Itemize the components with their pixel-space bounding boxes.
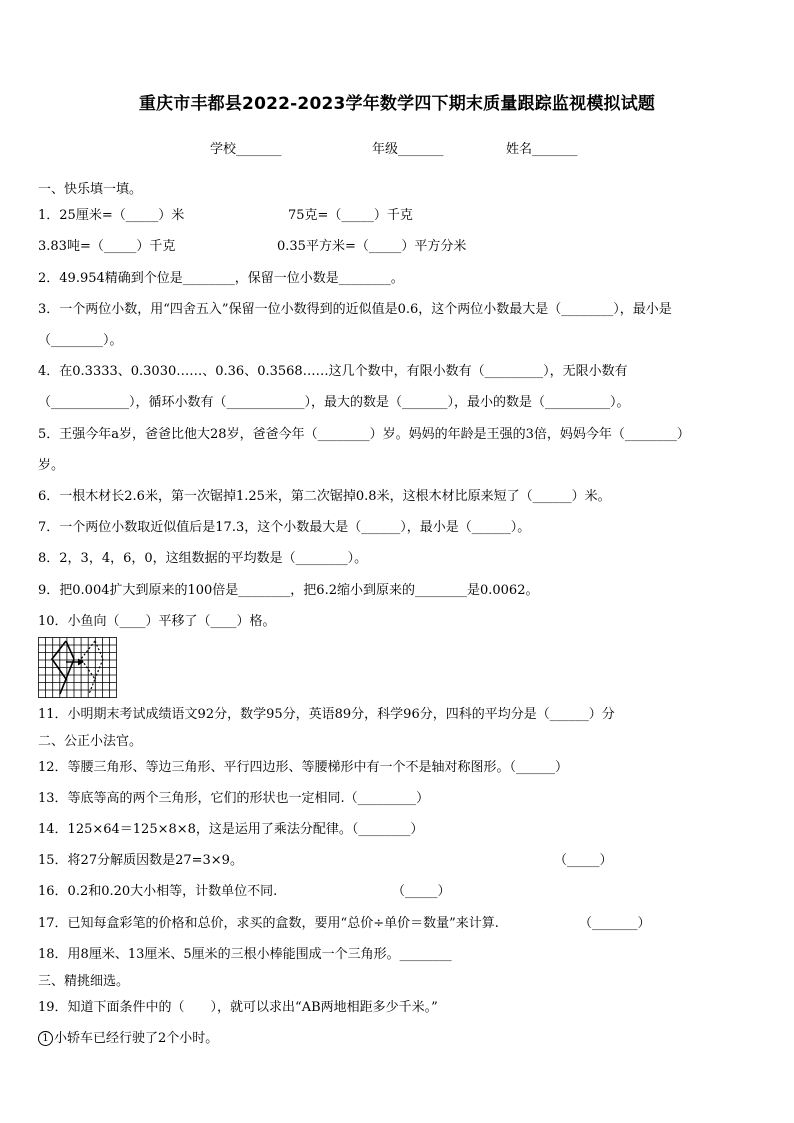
question-18: 18．用8厘米、13厘米、5厘米的三根小棒能围成一个三角形。________ (38, 947, 452, 962)
question-4-line2: （____________），循环小数有（____________），最大的数是（_______），最小的数是（__________）。 (38, 395, 630, 410)
question-5-line1: 5．王强今年a岁，爸爸比他大28岁，爸爸今年（________）岁。妈妈的年龄是王强的3倍，妈妈今年（________） (38, 427, 690, 442)
question-5-line2: 岁。 (38, 458, 65, 473)
question-3-line2: （________）。 (38, 333, 123, 348)
question-15: 15．将27分解质因数是27=3×9。 (38, 853, 243, 868)
question-11: 11．小明期末考试成绩语文92分，数学95分，英语89分，科学96分，四科的平均分是（______）分 (38, 707, 615, 722)
grade-field: 年级_______ (372, 142, 444, 157)
page-title: 重庆市丰都县2022-2023学年数学四下期末质量跟踪监视模拟试题 (138, 94, 656, 114)
question-14: 14．125×64＝125×8×8，这是运用了乘法分配律。（________） (38, 822, 424, 837)
question-9: 9．把0.004扩大到原来的100倍是________，把6.2缩小到原来的________是0.0062。 (38, 583, 539, 598)
question-1c: 3.83吨=（_____）千克 (38, 239, 176, 254)
circled-number-icon: 1 (38, 1031, 53, 1046)
question-16: 16．0.2和0.20大小相等，计数单位不同. (38, 884, 278, 899)
section-2-heading: 二、公正小法官。 (38, 734, 143, 749)
question-6: 6．一根木材长2.6米，第一次锯掉1.25米，第二次锯掉0.8米，这根木材比原来短了（______）米。 (38, 489, 611, 504)
fish-translation-grid-icon (38, 637, 118, 699)
name-field: 姓名_______ (506, 142, 578, 157)
question-12: 12．等腰三角形、等边三角形、平行四边形、等腰梯形中有一个不是轴对称图形。（______） (38, 760, 569, 775)
question-10: 10．小鱼向（____）平移了（____）格。 (38, 614, 276, 629)
section-1-heading: 一、快乐填一填。 (38, 182, 143, 197)
question-13: 13．等底等高的两个三角形，它们的形状也一定相同.（_________） (38, 791, 430, 806)
school-field: 学校_______ (210, 142, 282, 157)
question-8: 8．2，3，4，6，0，这组数据的平均数是（________）。 (38, 551, 368, 566)
question-16-answer: （_____） (392, 884, 451, 899)
question-19-option-1 (38, 1030, 218, 1048)
question-1a: 1．25厘米=（_____）米 (38, 208, 185, 223)
section-3-heading: 三、精挑细选。 (38, 974, 130, 989)
question-2: 2．49.954精确到个位是________，保留一位小数是________。 (38, 271, 404, 286)
question-15-answer: （_____） (554, 853, 613, 868)
question-1b: 75克=（_____）千克 (288, 208, 413, 223)
option-1-text: 小轿车已经行驶了2个小时。 (54, 1031, 219, 1046)
question-7: 7．一个两位小数取近似值后是17.3，这个小数最大是（______），最小是（______）。 (38, 520, 531, 535)
question-4-line1: 4．在0.3333、0.3030……、0.36、0.3568……这几个数中，有限小数有（_________），无限小数有 (38, 364, 628, 379)
question-19: 19．知道下面条件中的（ ），就可以求出“AB两地相距多少千米。” (38, 1000, 438, 1015)
question-3-line1: 3．一个两位小数，用“四舍五入”保留一位小数得到的近似值是0.6，这个两位小数最大是（________），最小是 (38, 302, 672, 317)
question-17: 17．已知每盒彩笔的价格和总价，求买的盒数，要用“总价÷单价＝数量”来计算. (38, 916, 499, 931)
question-1d: 0.35平方米=（_____）平方分米 (277, 239, 467, 254)
question-17-answer: （_______） (579, 916, 651, 931)
